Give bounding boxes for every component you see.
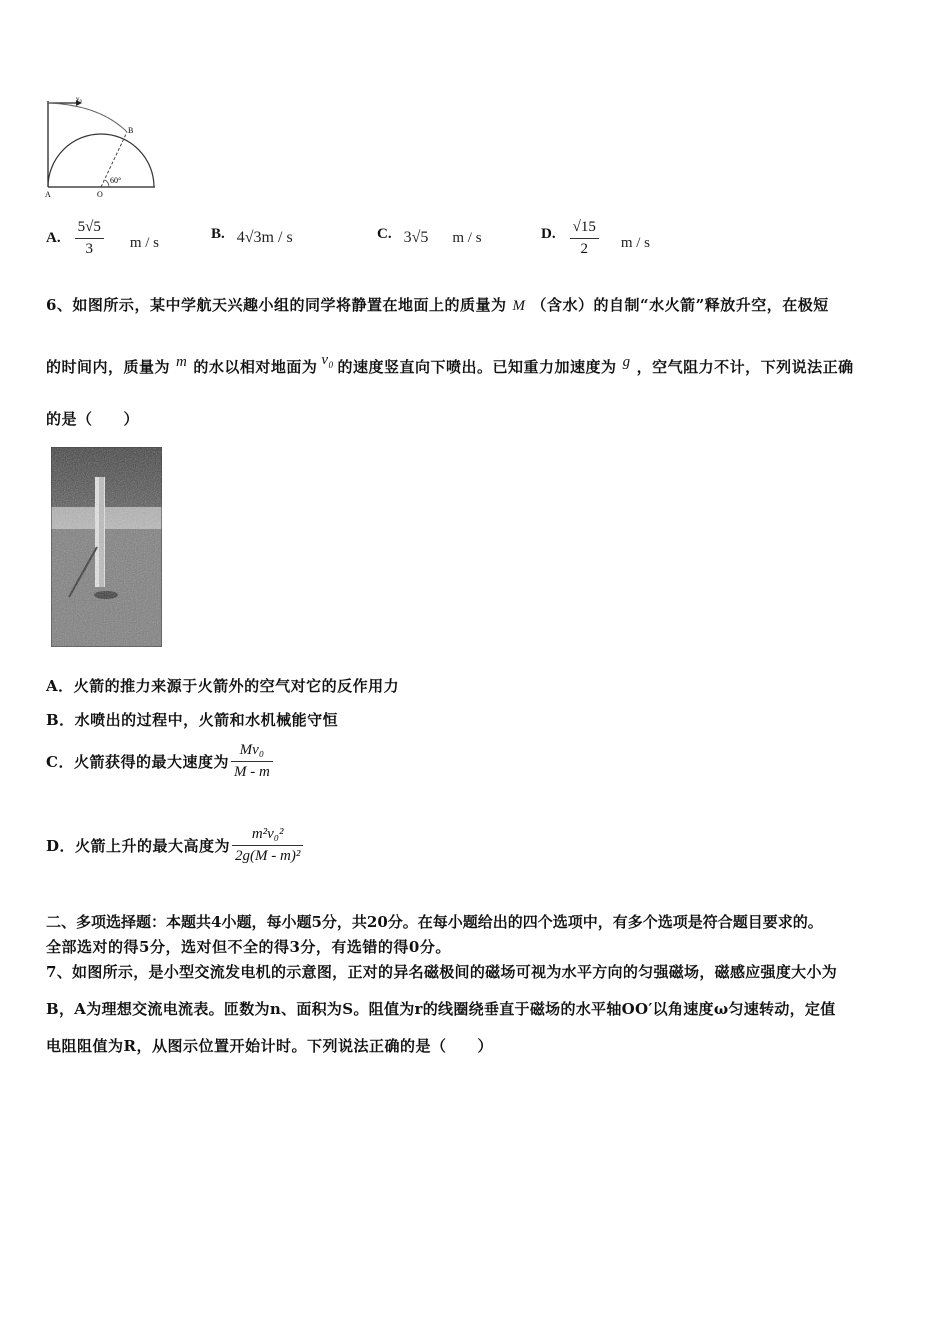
- semicircle-arc: [48, 134, 154, 187]
- label-b: B: [128, 126, 134, 135]
- label-a: A: [45, 190, 51, 199]
- label-angle: 60°: [110, 176, 122, 185]
- option-fraction: $\frac{√15}{2}$: [570, 219, 599, 258]
- q6-option-b[interactable]: B．水喷出的过程中，火箭和水机械能守恒: [46, 711, 339, 729]
- option-letter: D.: [541, 225, 556, 242]
- trajectory-curve: [48, 103, 127, 132]
- angle-arc: [105, 180, 109, 187]
- section2-line-1: 二、多项选择题：本题共4小题，每小题5分，共20分。在每小题给出的四个选项中，有多个选项是符合题目要求的。: [46, 913, 823, 931]
- q6-line-2: 的时间内，质量为 m 的水以相对地面为 $v_0$ 的速度竖直向下喷出。已知重力加速度为 g ，空气阻力不计，下列说法正确: [46, 352, 854, 376]
- q7-line-3: 电阻阻值为R，从图示位置开始计时。下列说法正确的是（ ）: [46, 1037, 493, 1055]
- option-letter: B.: [211, 225, 225, 242]
- option-value: 3√5: [403, 229, 429, 246]
- q5-option-b[interactable]: [211, 213, 293, 263]
- projectile-semicircle-figure: [40, 95, 165, 200]
- q5-option-c[interactable]: [377, 213, 482, 263]
- option-fraction: $\frac{5√5}{3}$: [75, 219, 104, 258]
- option-letter: C.: [377, 225, 392, 242]
- option-unit: m / s: [620, 234, 651, 251]
- option-c-label: C．火箭获得的最大速度为: [46, 753, 229, 771]
- label-o: O: [97, 190, 103, 199]
- q6-option-a[interactable]: A．火箭的推力来源于火箭外的空气对它的反作用力: [46, 677, 400, 695]
- q5-option-d[interactable]: [541, 213, 650, 263]
- q6-option-d[interactable]: [46, 826, 303, 865]
- option-letter: A.: [46, 229, 61, 246]
- q6-line-1: 6、如图所示，某中学航天兴趣小组的同学将静置在地面上的质量为 M （含水）的自制“水火箭”释放升空，在极短: [46, 296, 829, 314]
- q5-option-a[interactable]: [46, 213, 159, 263]
- photo-noise-overlay: [51, 447, 162, 647]
- option-d-fraction: $\frac{\text{m²v₀²}}{\text{2g(M - m)²}}$: [232, 826, 303, 865]
- option-c-fraction: $\frac{\text{Mv₀}}{M - m}$: [231, 742, 273, 781]
- option-value: 4√3m / s: [236, 229, 293, 246]
- q7-line-2: B，A为理想交流电流表。匝数为n、面积为S。阻值为r的线圈绕垂直于磁场的水平轴OO′以角速度ω匀速转动，定值: [46, 1000, 836, 1018]
- label-v0: v₀: [76, 95, 82, 103]
- option-unit: m / s: [129, 234, 160, 251]
- option-d-label: D．火箭上升的最大高度为: [46, 837, 231, 855]
- q7-line-1: 7、如图所示，是小型交流发电机的示意图，正对的异名磁极间的磁场可视为水平方向的匀强磁场，磁感应强度大小为: [46, 963, 838, 981]
- section2-line-2: 全部选对的得5分，选对但不全的得3分，有选错的得0分。: [46, 938, 451, 956]
- option-unit: m / s: [452, 229, 482, 246]
- water-rocket-photo: [51, 447, 162, 647]
- q6-option-c[interactable]: [46, 742, 273, 781]
- q6-line-3: 的是（ ）: [46, 410, 140, 428]
